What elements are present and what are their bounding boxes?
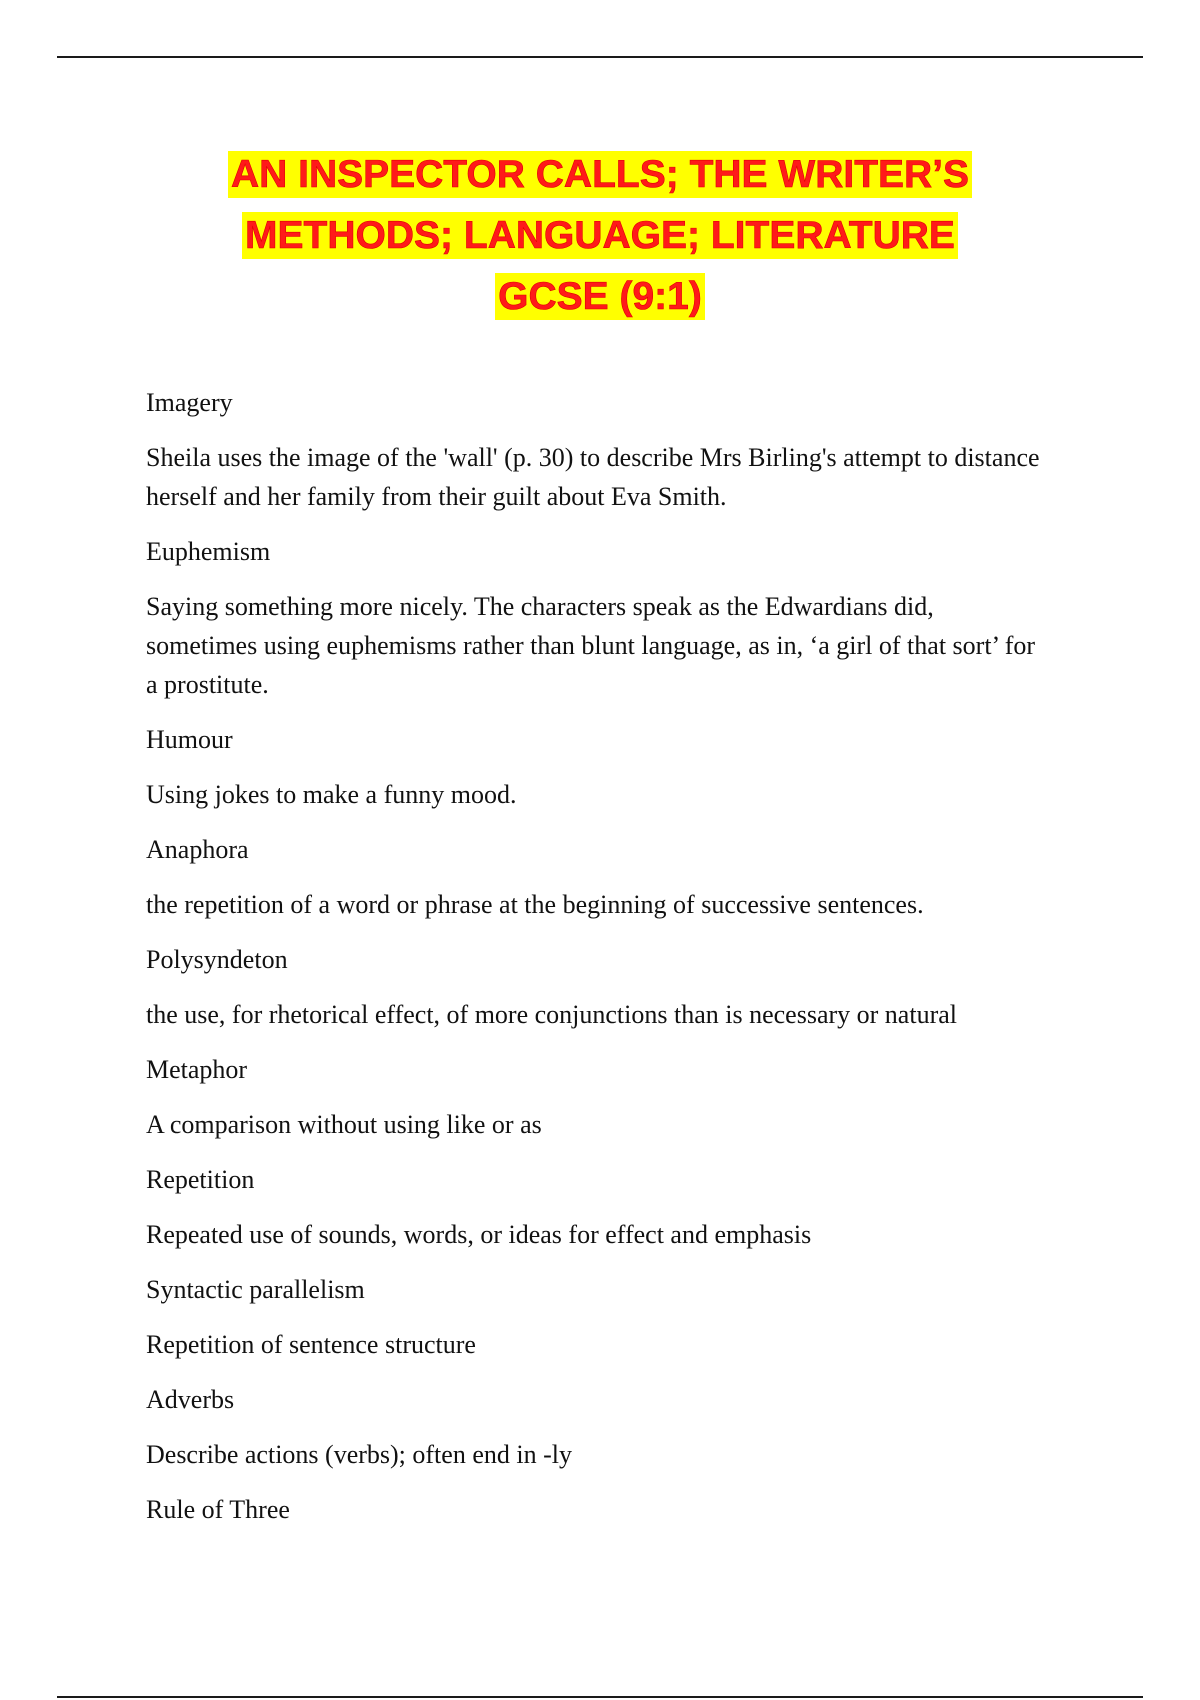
term-heading: Humour bbox=[146, 725, 233, 754]
term-heading: Metaphor bbox=[146, 1055, 248, 1084]
entry-euphemism bbox=[146, 532, 1046, 704]
term-definition: the repetition of a word or phrase at the beginning of successive sentences. bbox=[146, 890, 924, 919]
term-heading: Imagery bbox=[146, 388, 233, 417]
title-line-2-text: METHODS; LANGUAGE; LITERATURE bbox=[242, 212, 958, 259]
term-heading: Repetition bbox=[146, 1165, 255, 1194]
term-definition: the use, for rhetorical effect, of more conjunctions than is necessary or natural bbox=[146, 1000, 957, 1029]
term-heading: Syntactic parallelism bbox=[146, 1275, 365, 1304]
term-definition: Saying something more nicely. The characters speak as the Edwardians did, sometimes using euphemisms rather than blunt language, as in, ‘a girl of that sort’ for a prostitute. bbox=[146, 592, 1036, 699]
document-body bbox=[146, 383, 1046, 1545]
entry-metaphor bbox=[146, 1050, 1046, 1144]
term-definition: A comparison without using like or as bbox=[146, 1110, 542, 1139]
term-heading: Euphemism bbox=[146, 537, 271, 566]
term-definition: Describe actions (verbs); often end in -ly bbox=[146, 1440, 572, 1469]
title-line-2 bbox=[0, 205, 1200, 266]
term-definition: Using jokes to make a funny mood. bbox=[146, 780, 517, 809]
entry-rule-of-three bbox=[146, 1490, 1046, 1529]
document-title bbox=[0, 144, 1200, 327]
entry-syntactic-parallelism bbox=[146, 1270, 1046, 1364]
bottom-divider bbox=[57, 1696, 1143, 1698]
title-line-3-text: GCSE (9:1) bbox=[495, 273, 705, 320]
term-definition: Repetition of sentence structure bbox=[146, 1330, 476, 1359]
term-definition: Repeated use of sounds, words, or ideas for effect and emphasis bbox=[146, 1220, 812, 1249]
term-heading: Polysyndeton bbox=[146, 945, 288, 974]
term-definition: Sheila uses the image of the 'wall' (p. 30) to describe Mrs Birling's attempt to distance herself and her family from their guilt about Eva Smith. bbox=[146, 443, 1040, 511]
entry-adverbs bbox=[146, 1380, 1046, 1474]
entry-repetition bbox=[146, 1160, 1046, 1254]
term-heading: Adverbs bbox=[146, 1385, 235, 1414]
top-divider bbox=[57, 56, 1143, 58]
term-heading: Anaphora bbox=[146, 835, 249, 864]
entry-humour bbox=[146, 720, 1046, 814]
title-line-3 bbox=[0, 266, 1200, 327]
title-line-1 bbox=[0, 144, 1200, 205]
title-line-1-text: AN INSPECTOR CALLS; THE WRITER’S bbox=[228, 151, 972, 198]
entry-imagery bbox=[146, 383, 1046, 516]
term-heading: Rule of Three bbox=[146, 1495, 290, 1524]
entry-anaphora bbox=[146, 830, 1046, 924]
entry-polysyndeton bbox=[146, 940, 1046, 1034]
